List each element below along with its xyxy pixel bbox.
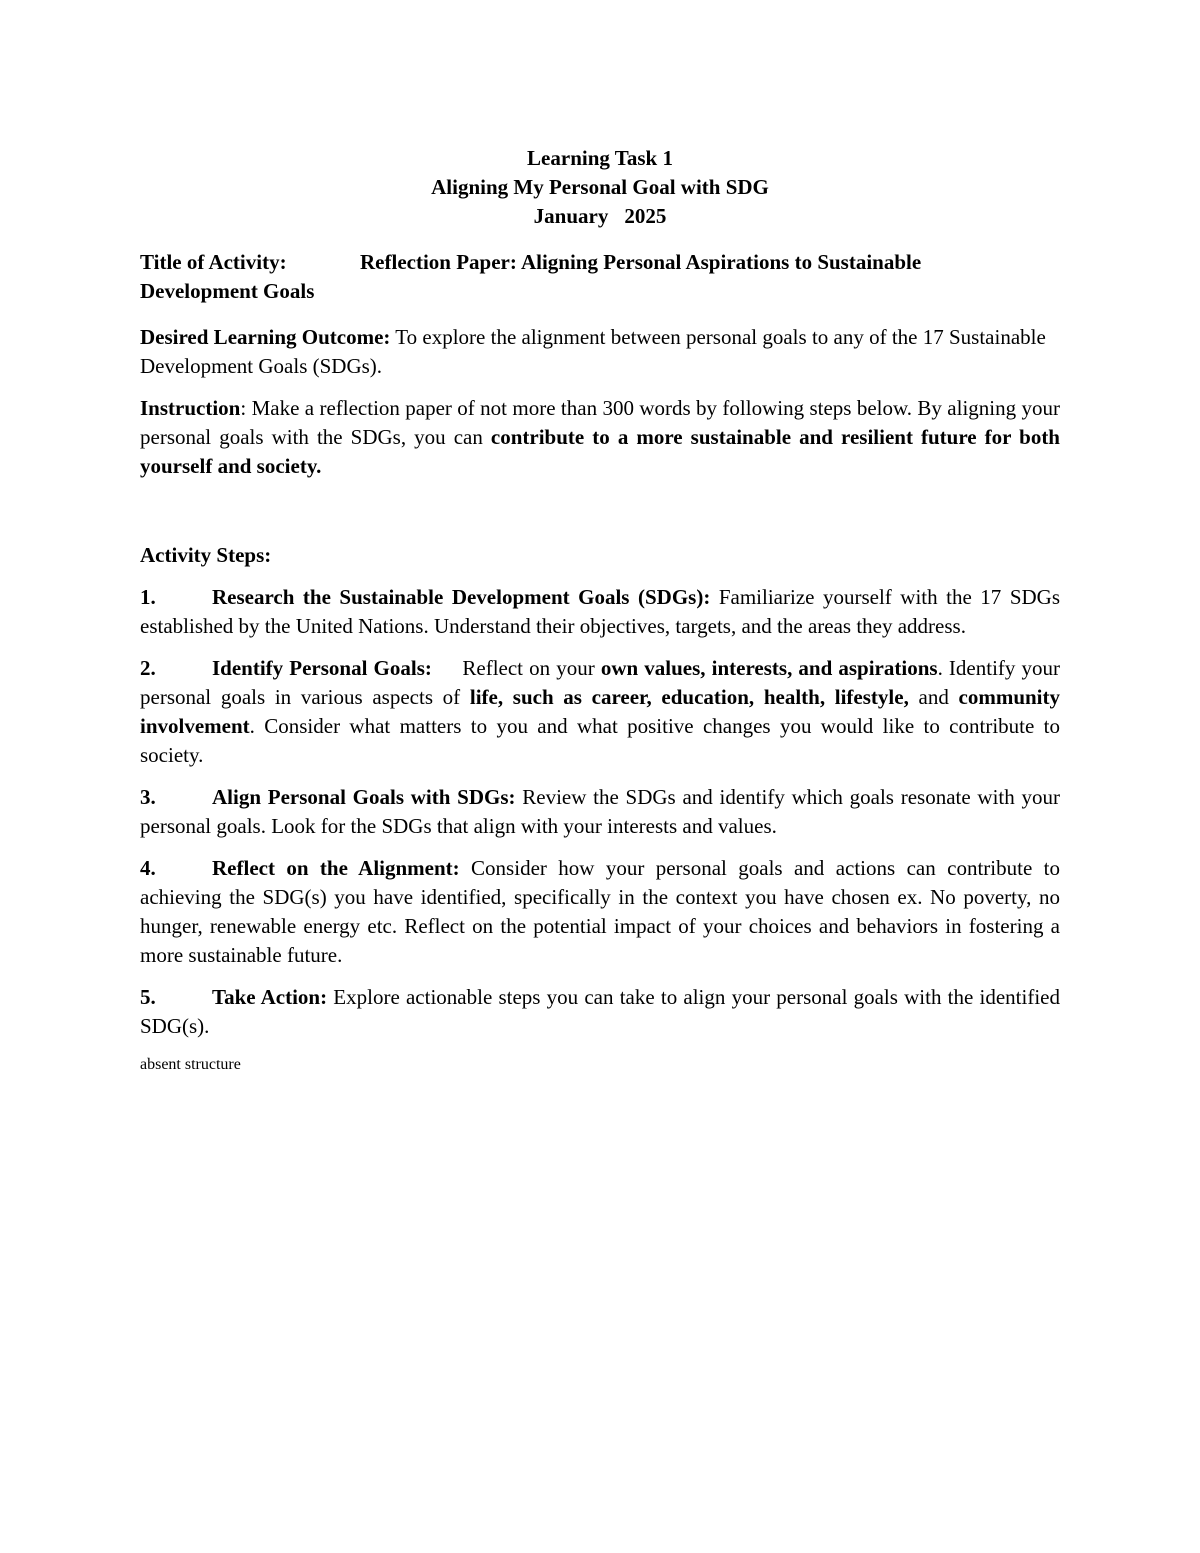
learning-outcome-text: To explore the alignment between personal goals to any of the 17 Sustainable Development Goals (SDGs). [140,325,1046,378]
step-text: Reflect on your [431,656,601,680]
instruction-label: Instruction [140,396,241,420]
instruction-paragraph [140,394,1060,481]
instruction-emphasis: contribute to a more sustainable and resilient future for both yourself and society. [140,425,1060,478]
step-4 [140,854,1060,970]
activity-title-value-continued: Development Goals [140,279,315,303]
step-text: Explore actionable steps you can take to align your personal goals with the identified SDG(s). [140,985,1060,1038]
step-title: Align Personal Goals with SDGs: [212,785,516,809]
step-text: and [908,685,959,709]
footnote-text: absent structure [140,1056,241,1073]
date-year: 2025 [624,204,667,228]
step-1 [140,583,1060,641]
step-2 [140,654,1066,770]
task-title: Learning Task 1 [527,146,673,170]
step-text: . Identify your personal goals in various aspects of [140,656,1066,709]
task-subtitle: Aligning My Personal Goal with SDG [431,175,769,199]
step-number: 5. [140,985,156,1009]
date-line [140,202,1060,231]
document-header [140,144,1060,231]
step-title: Research the Sustainable Development Goals (SDGs): [212,585,711,609]
step-title: Identify Personal Goals: [212,656,432,680]
step-text: Consider how your personal goals and actions can contribute to achieving the SDG(s) you have identified, specifically in the context you have chosen ex. No poverty, no hunger, renewable energy etc. Reflect on the potential impact of your choices and behaviors in fostering a more sustainable future. [140,856,1060,967]
step-3 [140,783,1060,841]
activity-steps-heading: Activity Steps: [140,543,272,567]
step-number: 3. [140,785,156,809]
step-emphasis: life, such as career, education, health, lifestyle, [469,685,909,709]
step-number: 2. [140,656,156,680]
step-title: Take Action: [212,985,328,1009]
activity-title-block [140,248,1060,306]
step-text: Review the SDGs and identify which goals resonate with your personal goals. Look for the SDGs that align with your interests and values. [140,785,1060,838]
step-emphasis: own values, interests, and aspirations [600,656,938,680]
step-text: Familiarize yourself with the 17 SDGs established by the United Nations. Understand their objectives, targets, and the areas they address. [140,585,1061,638]
learning-outcome [140,323,1060,381]
step-5 [140,983,1060,1041]
date-month: January [533,204,609,228]
step-emphasis: community involvement [140,685,1066,738]
document-page [140,144,1066,1076]
instruction-text: : Make a reflection paper of not more than 300 words by following steps below. By aligning your personal goals with the SDGs, you can [140,396,1060,449]
activity-title-value: Reflection Paper: Aligning Personal Aspirations to Sustainable [360,250,922,274]
step-number: 4. [140,856,156,880]
learning-outcome-label: Desired Learning Outcome: [140,325,391,349]
step-text: . Consider what matters to you and what positive changes you would like to contribute to society. [140,714,1066,767]
step-title: Reflect on the Alignment: [212,856,460,880]
step-number: 1. [140,585,156,609]
activity-title-label: Title of Activity: [140,250,287,274]
